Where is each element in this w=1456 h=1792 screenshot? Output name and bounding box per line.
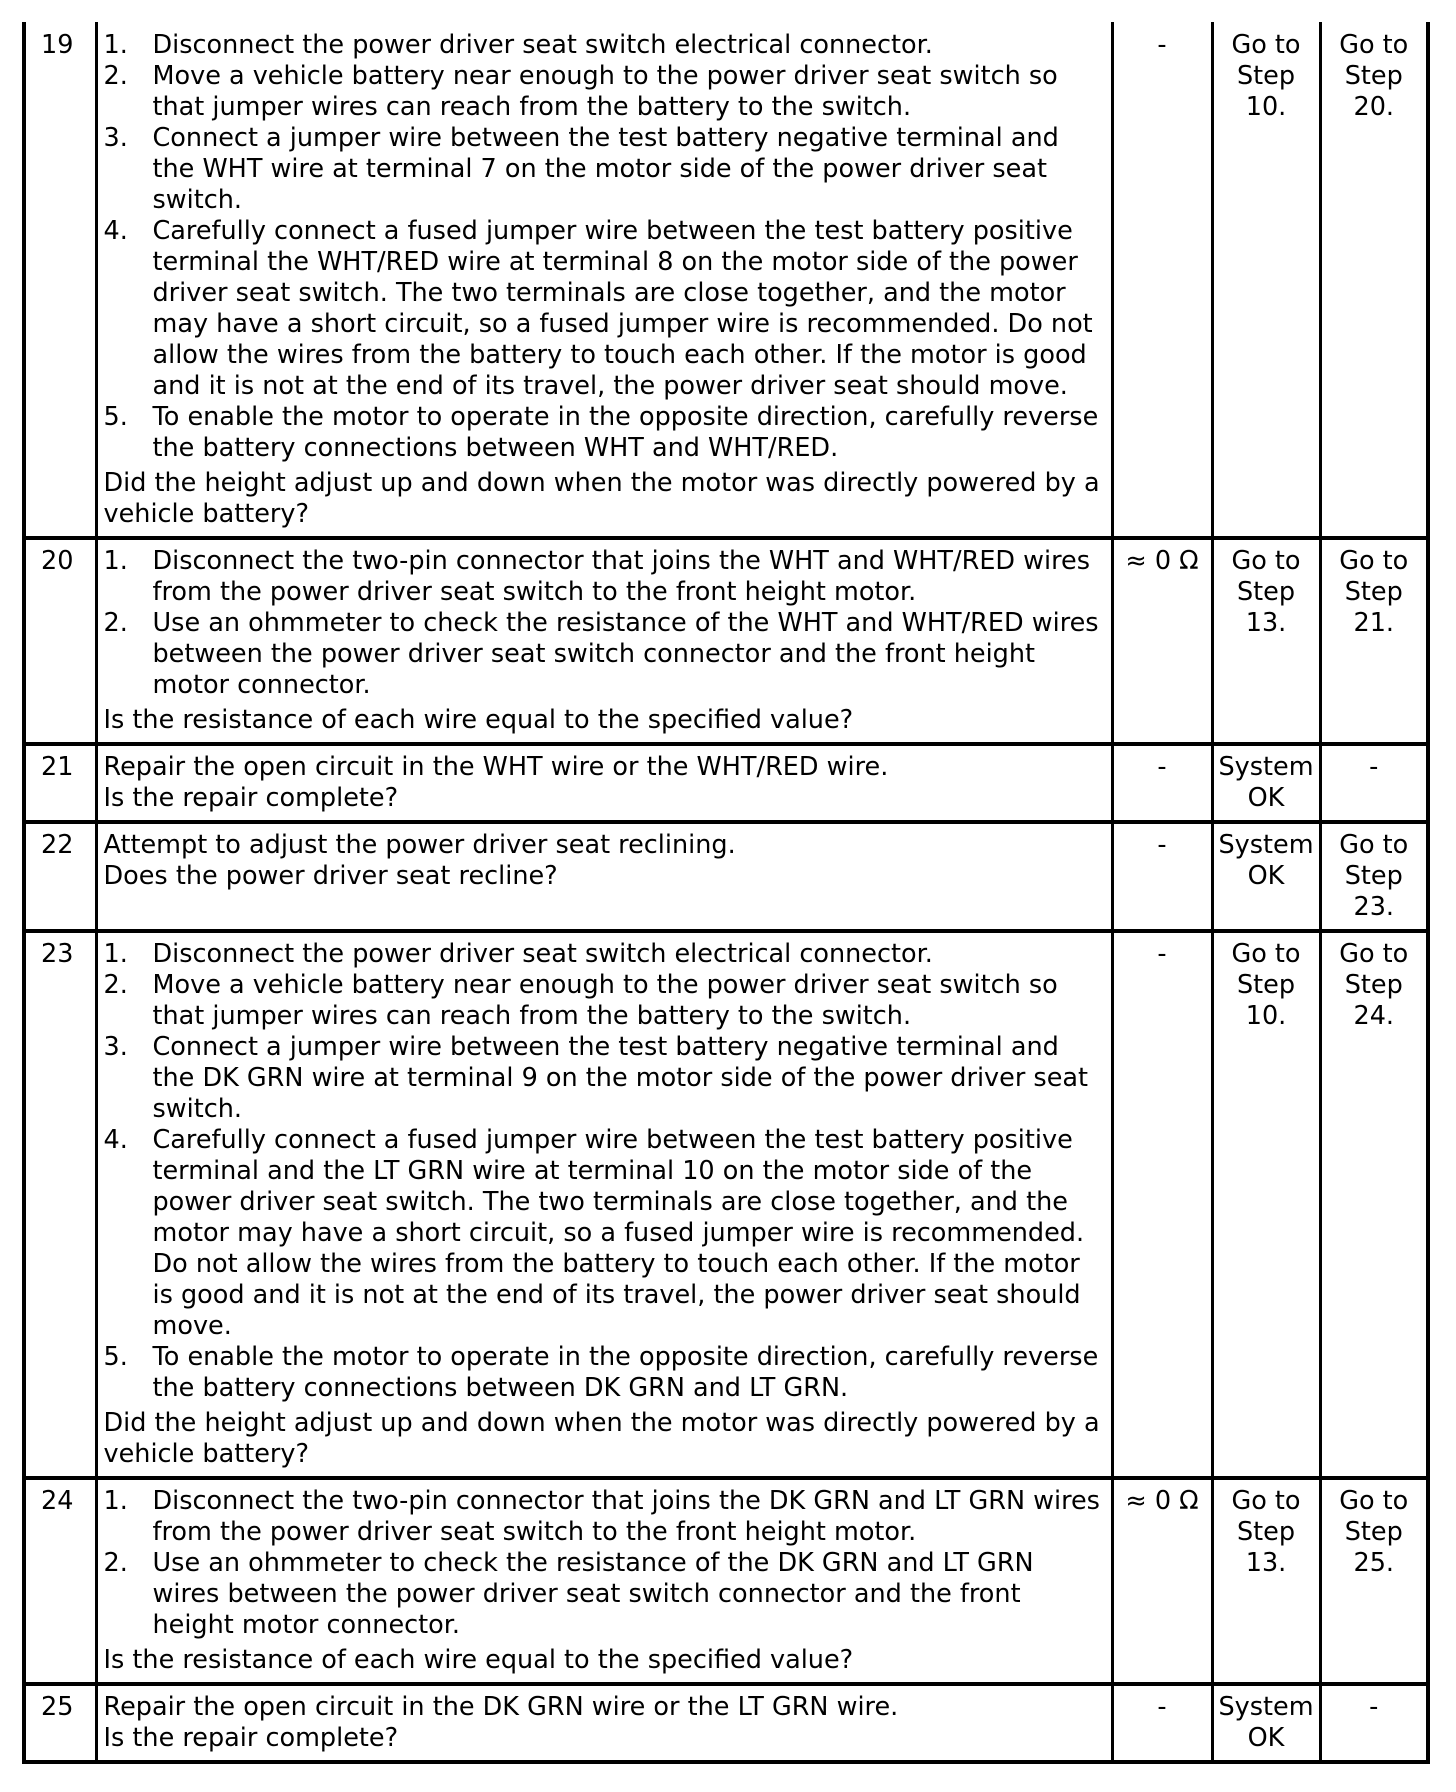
procedure-list (104, 1486, 1107, 1641)
yes-action: Go to Step 10. (1212, 22, 1320, 538)
step-row-19 (24, 22, 1428, 538)
specified-value: - (1112, 744, 1212, 822)
specified-value: - (1112, 931, 1212, 1478)
step-row-25 (24, 1684, 1428, 1762)
yes-action: System OK (1212, 744, 1320, 822)
step-question: Did the height adjust up and down when the motor was directly powered by a vehicle battery? (103, 468, 1100, 529)
step-row-24 (24, 1478, 1428, 1684)
step-row-22 (24, 822, 1428, 931)
procedure-item: 1. Disconnect the two-pin connector that joins the DK GRN and LT GRN wires from the power driver seat switch to the front height motor. (103, 1486, 1100, 1547)
step-number: 24 (24, 1478, 96, 1684)
procedure-item: 2. Use an ohmmeter to check the resistance of the WHT and WHT/RED wires between the power driver seat switch connector and the front height motor connector. (103, 608, 1099, 700)
step-question: Did the height adjust up and down when the motor was directly powered by a vehicle battery? (103, 1408, 1100, 1469)
no-action: - (1320, 744, 1428, 822)
procedure-item: 2. Move a vehicle battery near enough to the power driver seat switch so that jumper wires can reach from the battery to the switch. (103, 61, 1058, 122)
no-action: Go to Step 25. (1320, 1478, 1428, 1684)
step-action (96, 931, 1112, 1478)
step-action: Repair the open circuit in the DK GRN wire or the LT GRN wire. Is the repair complete? (96, 1684, 1112, 1762)
no-action: Go to Step 21. (1320, 538, 1428, 744)
no-action: Go to Step 23. (1320, 822, 1428, 931)
procedure-item: 2. Move a vehicle battery near enough to the power driver seat switch so that jumper wires can reach from the battery to the switch. (103, 970, 1058, 1031)
no-action: Go to Step 20. (1320, 22, 1428, 538)
procedure-item: 5. To enable the motor to operate in the opposite direction, carefully reverse the battery connections between DK GRN and LT GRN. (103, 1342, 1099, 1403)
procedure-list (104, 939, 1107, 1404)
step-action: Repair the open circuit in the WHT wire or the WHT/RED wire. Is the repair complete? (96, 744, 1112, 822)
diagnostic-page (22, 22, 1426, 1764)
step-question: Is the resistance of each wire equal to the specified value? (103, 705, 854, 735)
step-number: 23 (24, 931, 96, 1478)
step-row-23 (24, 931, 1428, 1478)
procedure-item: 4. Carefully connect a fused jumper wire between the test battery positive terminal and the LT GRN wire at terminal 10 on the motor side of the power driver seat switch. The two terminals are close together, and the motor may have a short circuit, so a fused jumper wire is recommended. Do not allow the wires from the battery to touch each other. If the motor is good and it is not at the end of its travel, the power driver seat should move. (103, 1125, 1085, 1341)
step-action (96, 538, 1112, 744)
diagnostic-steps-table (22, 22, 1430, 1764)
step-action (96, 22, 1112, 538)
yes-action: System OK (1212, 822, 1320, 931)
procedure-list (104, 546, 1107, 701)
no-action: - (1320, 1684, 1428, 1762)
procedure-item: 1. Disconnect the two-pin connector that joins the WHT and WHT/RED wires from the power driver seat switch to the front height motor. (103, 546, 1091, 607)
yes-action: Go to Step 13. (1212, 538, 1320, 744)
step-number: 19 (24, 22, 96, 538)
procedure-item: 1. Disconnect the power driver seat switch electrical connector. (103, 30, 933, 60)
step-question: Is the resistance of each wire equal to the specified value? (103, 1645, 854, 1675)
step-row-21 (24, 744, 1428, 822)
procedure-item: 5. To enable the motor to operate in the opposite direction, carefully reverse the battery connections between WHT and WHT/RED. (103, 402, 1099, 463)
specified-value: - (1112, 1684, 1212, 1762)
specified-value: - (1112, 22, 1212, 538)
step-action (96, 1478, 1112, 1684)
step-number: 22 (24, 822, 96, 931)
step-number: 20 (24, 538, 96, 744)
procedure-item: 4. Carefully connect a fused jumper wire between the test battery positive terminal the WHT/RED wire at terminal 8 on the motor side of the power driver seat switch. The two terminals are close together, and the motor may have a short circuit, so a fused jumper wire is recommended. Do not allow the wires from the battery to touch each other. If the motor is good and it is not at the end of its travel, the power driver seat should move. (103, 216, 1093, 401)
specified-value: - (1112, 822, 1212, 931)
procedure-item: 2. Use an ohmmeter to check the resistance of the DK GRN and LT GRN wires between the power driver seat switch connector and the front height motor connector. (103, 1548, 1034, 1640)
yes-action: System OK (1212, 1684, 1320, 1762)
specified-value: ≈ 0 Ω (1112, 538, 1212, 744)
procedure-item: 1. Disconnect the power driver seat switch electrical connector. (103, 939, 933, 969)
step-number: 25 (24, 1684, 96, 1762)
yes-action: Go to Step 10. (1212, 931, 1320, 1478)
specified-value: ≈ 0 Ω (1112, 1478, 1212, 1684)
step-action: Attempt to adjust the power driver seat reclining. Does the power driver seat recline? (96, 822, 1112, 931)
procedure-list (104, 30, 1107, 464)
yes-action: Go to Step 13. (1212, 1478, 1320, 1684)
no-action: Go to Step 24. (1320, 931, 1428, 1478)
step-number: 21 (24, 744, 96, 822)
step-row-20 (24, 538, 1428, 744)
procedure-item: 3. Connect a jumper wire between the test battery negative terminal and the DK GRN wire at terminal 9 on the motor side of the power driver seat switch. (103, 1032, 1089, 1124)
procedure-item: 3. Connect a jumper wire between the test battery negative terminal and the WHT wire at terminal 7 on the motor side of the power driver seat switch. (103, 123, 1059, 215)
